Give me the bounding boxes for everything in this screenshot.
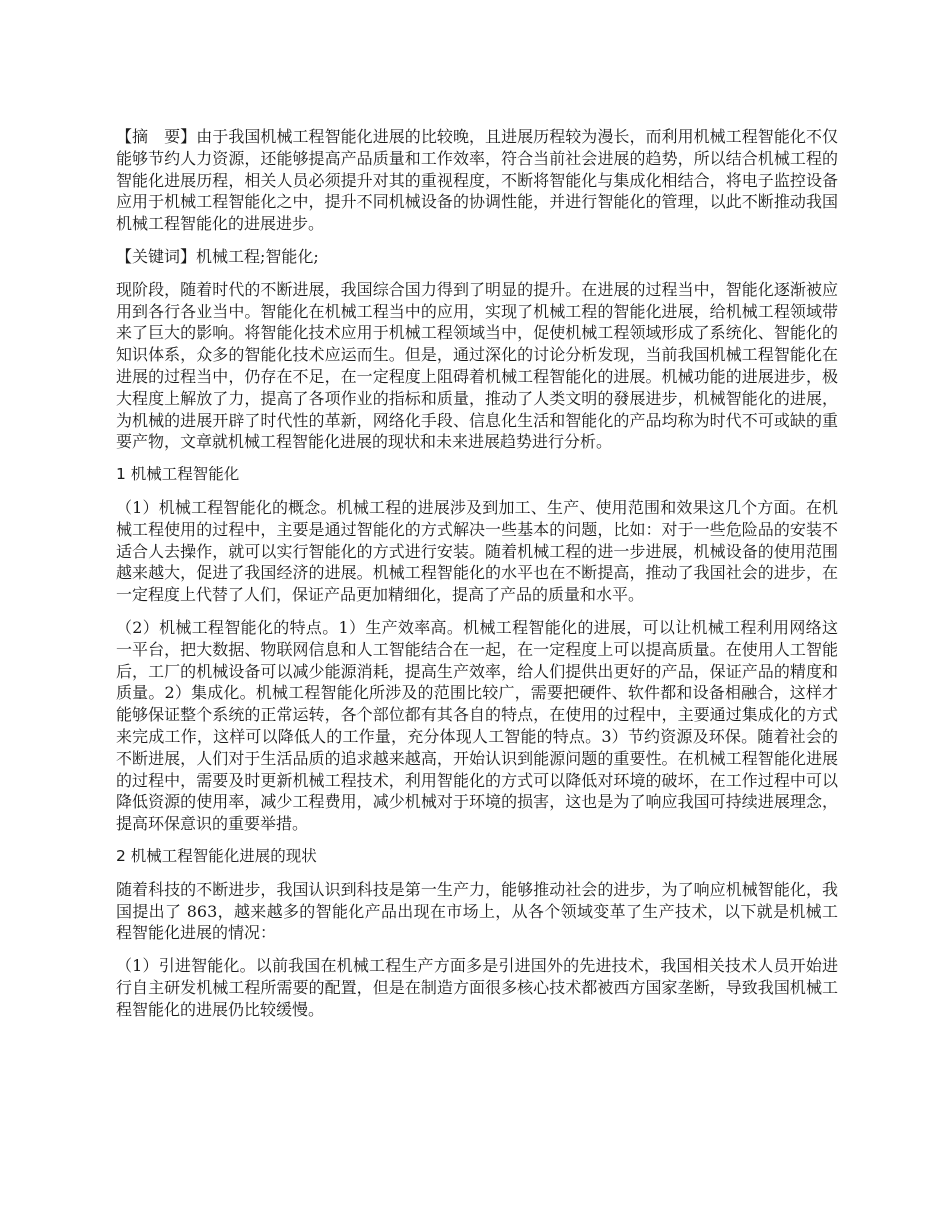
section-2-heading: 2 机械工程智能化进展的现状 bbox=[116, 846, 317, 865]
intro-paragraph: 现阶段，随着时代的不断进展，我国综合国力得到了明显的提升。在进展的过程当中，智能化逐渐被应用到各行各业当中。智能化在机械工程当中的应用，实现了机械工程的智能化进展，给机械工程领域带来了巨大的影响。将智能化技术应用于机械工程领域当中，促使机械工程领域形成了系统化、智能化的知识体系，众多的智能化技术应运而生。但是，通过深化的讨论分析发现，当前我国机械工程智能化在进展的过程当中，仍存在不足，在一定程度上阻碍着机械工程智能化的进展。机械功能的进展进步，极大程度上解放了力，提高了各项作业的指标和质量，推动了人类文明的發展进步，机械智能化的进展，为机械的进展开辟了时代性的革新，网络化手段、信息化生活和智能化的产品均称为时代不可或缺的重要产物，文章就机械工程智能化进展的现状和未来进展趋势进行分析。 bbox=[116, 279, 838, 452]
keywords-paragraph: 【关键词】机械工程;智能化; bbox=[116, 246, 319, 266]
section-1-heading: 1 机械工程智能化 bbox=[116, 465, 240, 484]
document-body bbox=[116, 126, 838, 1031]
section-1-paragraph-2: （2）机械工程智能化的特点。1）生产效率高。机械工程智能化的进展，可以让机械工程利用网络这一平台，把大数据、物联网信息和人工智能结合在一起，在一定程度上可以提高质量。在使用人工智能后，工厂的机械设备可以减少能源消耗，提高生产效率，给人们提供出更好的产品，保证产品的精度和质量。2）集成化。机械工程智能化所涉及的范围比较广，需要把硬件、软件都和设备相融合，这样才能够保证整个系统的正常运转，各个部位都有其各自的特点，在使用的过程中，主要通过集成化的方式来完成工作，这样可以降低人的工作量，充分体现人工智能的特点。3）节约资源及环保。随着社会的不断进展，人们对于生活品质的追求越来越高，开始认识到能源问题的重要性。在机械工程智能化进展的过程中，需要及时更新机械工程技术，利用智能化的方式可以降低对环境的破坏，在工作过程中可以降低资源的使用率，减少工程费用，减少机械对于环境的损害，这也是为了响应我国可持续进展理念，提高环保意识的重要举措。 bbox=[116, 617, 838, 834]
section-2-paragraph-2: （1）引进智能化。以前我国在机械工程生产方面多是引进国外的先进技术，我国相关技术人员开始进行自主研发机械工程所需要的配置，但是在制造方面很多核心技术都被西方国家垄断，导致我国机械工程智能化的进展仍比较缓慢。 bbox=[116, 956, 838, 1019]
abstract-paragraph: 【摘 要】由于我国机械工程智能化进展的比较晚，且进展历程较为漫长，而利用机械工程智能化不仅能够节约人力资源，还能够提高产品质量和工作效率，符合当前社会进展的趋势，所以结合机械工程的智能化进展历程，相关人员必须提升对其的重视程度，不断将智能化与集成化相结合，将电子监控设备应用于机械工程智能化之中，提升不同机械设备的协调性能，并进行智能化的管理，以此不断推动我国机械工程智能化的进展进步。 bbox=[116, 127, 838, 234]
section-1-paragraph-1: （1）机械工程智能化的概念。机械工程的进展涉及到加工、生产、使用范围和效果这几个方面。在机械工程使用的过程中，主要是通过智能化的方式解决一些基本的问题，比如：对于一些危险品的安装不适合人去操作，就可以实行智能化的方式进行安装。随着机械工程的进一步进展，机械设备的使用范围越来越大，促进了我国经济的进展。机械工程智能化的水平也在不断提高，推动了我国社会的进步，在一定程度上代替了人们，保证产品更加精细化，提高了产品的质量和水平。 bbox=[116, 497, 838, 605]
section-2-paragraph-1: 随着科技的不断进步，我国认识到科技是第一生产力，能够推动社会的进步，为了响应机械智能化，我国提出了 863，越来越多的智能化产品出现在市场上，从各个领域变革了生产技术，以下就是机械工程智能化进展的情况： bbox=[116, 879, 838, 943]
